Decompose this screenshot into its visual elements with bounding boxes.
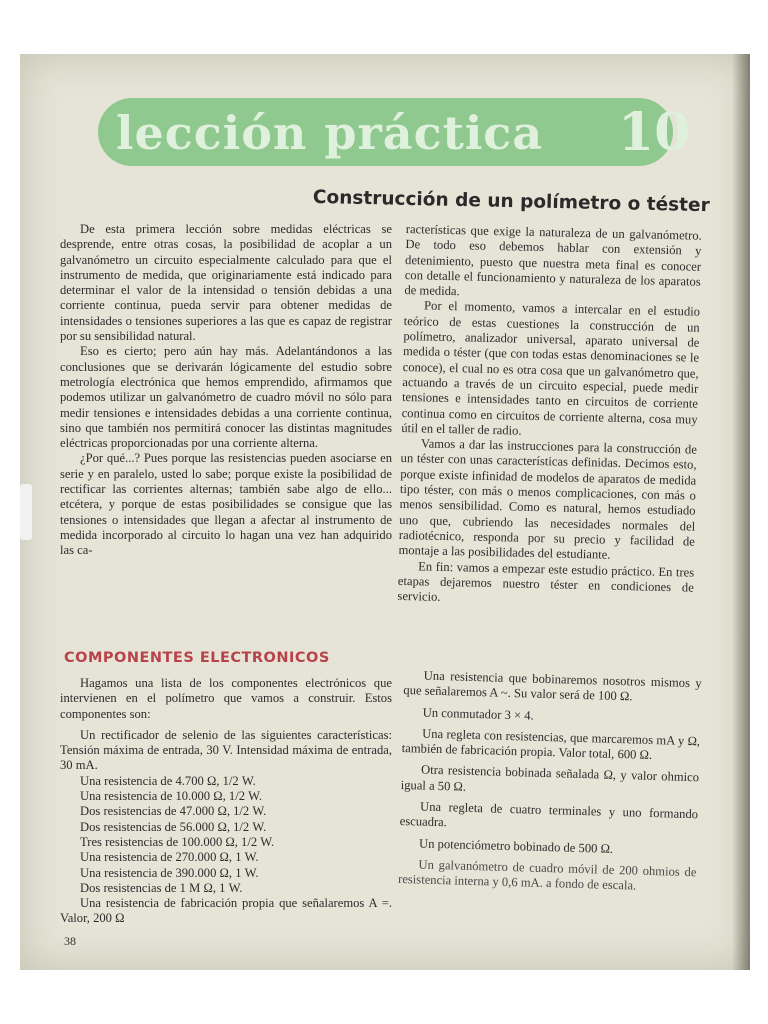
lesson-number: 10 (618, 102, 691, 163)
list-item: Dos resistencias de 47.000 Ω, 1/2 W. (80, 804, 267, 819)
paragraph: Hagamos una lista de los componentes electrónicos que intervienen en el polímetro que vamos a construir. Estos componentes son: (60, 676, 392, 721)
paragraph: Por el momento, vamos a intercalar en el estudio teórico de estas cuestiones la construcción de un polímetro, analizador universal, aparato universal de medida o téster (que con todas estas denominaciones se le conoce), el cual no es otra cosa que un galvanómetro que, actuando a través de un circuito especial, puede medir tensiones e intensidades tanto en circuitos de corriente continua como en circuitos de corriente alterna, cosa muy útil en el taller de radio. (401, 298, 701, 438)
list-item: Un galvanómetro de cuadro móvil de 200 ohmios de resistencia interna y 0,6 mA. a fondo de escala. (397, 857, 697, 893)
list-item: Una resistencia que bobinaremos nosotros mismos y que señalaremos A ~. Su valor será de 100 Ω. (403, 668, 702, 704)
list-item: Una resistencia de fabricación propia que señalaremos A =. Valor, 200 Ω (60, 896, 392, 926)
column-left-bottom (60, 676, 392, 927)
book-page (20, 54, 750, 970)
list-item: Una resistencia de 390.000 Ω, 1 W. (80, 865, 259, 880)
paragraph: En fin: vamos a empezar este estudio práctico. En tres etapas dejaremos nuestro téster en condiciones de servicio. (397, 558, 695, 605)
column-right-top (397, 222, 702, 611)
section-heading: COMPONENTES ELECTRONICOS (64, 650, 330, 666)
list-item: Una resistencia de 4.700 Ω, 1/2 W. (80, 773, 256, 788)
lesson-banner-text: lección práctica (116, 106, 544, 160)
paragraph: Vamos a dar las instrucciones para la construcción de un téster con unas características definidas. Decimos esto, porque existe infinidad de modelos de aparatos de medida tipo téster, con más o menos complicaciones, con más o menos sensibilidad. Como es natural, hemos estudiado uno que, cubriendo las necesidades normales del radiotécnico, responda por su precio y facilidad de montaje a las posibilidades del estudiante. (398, 436, 698, 562)
list-item: Una resistencia de 10.000 Ω, 1/2 W. (80, 789, 263, 804)
paragraph: Eso es cierto; pero aún hay más. Adelantándonos a las conclusiones que se derivarán lógicamente del estudio sobre metrología electrónica que hemos emprendido, afirmamos que podemos utilizar un galvanómetro de cuadro móvil no sólo para medir tensiones e intensidades debidas a una corriente continua, sino que también nos permitirá conocer las distintas magnitudes eléctricas proporcionadas por una corriente alterna. (60, 344, 392, 451)
list-item: Un potenciómetro bobinado de 500 Ω. (418, 836, 614, 856)
list-item: Dos resistencias de 1 M Ω, 1 W. (80, 880, 243, 895)
page-gutter-shadow (732, 54, 750, 970)
list-item: Una resistencia de 270.000 Ω, 1 W. (80, 850, 259, 865)
list-item: Una regleta con resistencias, que marcaremos mA y Ω, también de fabricación propia. Valor total, 600 Ω. (401, 726, 701, 763)
list-item: Un conmutador 3 × 4. (422, 705, 534, 723)
list-item: Otra resistencia bobinada señalada Ω, y valor ohmico igual a 50 Ω. (400, 763, 700, 794)
list-item: Una regleta de cuatro terminales y uno formando escuadra. (399, 799, 699, 830)
article-title: Construcción de un polímetro o téster (312, 186, 710, 217)
column-right-bottom (398, 668, 702, 902)
list-item: Un rectificador de selenio de las siguientes características: Tensión máxima de entrada, 30 V. Intensidad máxima de entrada, 30 mA. (60, 727, 392, 773)
paragraph: racterísticas que exige la naturaleza de un galvanómetro. De todo eso debemos hablar con extensión y detenimiento, puesto que nuestra meta final es conocer con detalle el funcionamiento y naturaleza de los aparatos de medida. (404, 222, 702, 299)
list-item: Tres resistencias de 100.000 Ω, 1/2 W. (80, 834, 275, 849)
component-list (60, 728, 392, 927)
paragraph: ¿Por qué...? Pues porque las resistencias pueden asociarse en serie y en paralelo, usted lo sabe; porque existe la posibilidad de rectificar las corrientes alternas; también sabe algo de ello... etcétera, y porque de estas posibilidades se consigue que las tensiones o intensidades que llegan a afectar al instrumento de medida incorporado al circuito lo hagan una vez han adquirido las ca- (60, 451, 392, 558)
page-tab-mark (20, 484, 32, 540)
page-number: 38 (64, 934, 76, 948)
paragraph: De esta primera lección sobre medidas eléctricas se desprende, entre otras cosas, la posibilidad de acoplar a un galvanómetro un circuito especialmente calculado para que el instrumento de medida, que originariamente está indicado para determinar el valor de la intensidad o tensión debidas a una corriente continua, pueda servir para obtener medidas de intensidades o tensiones superiores a las que es capaz de registrar por su sensibilidad natural. (60, 222, 392, 344)
list-item: Dos resistencias de 56.000 Ω, 1/2 W. (80, 819, 267, 834)
column-left-top (60, 222, 392, 559)
